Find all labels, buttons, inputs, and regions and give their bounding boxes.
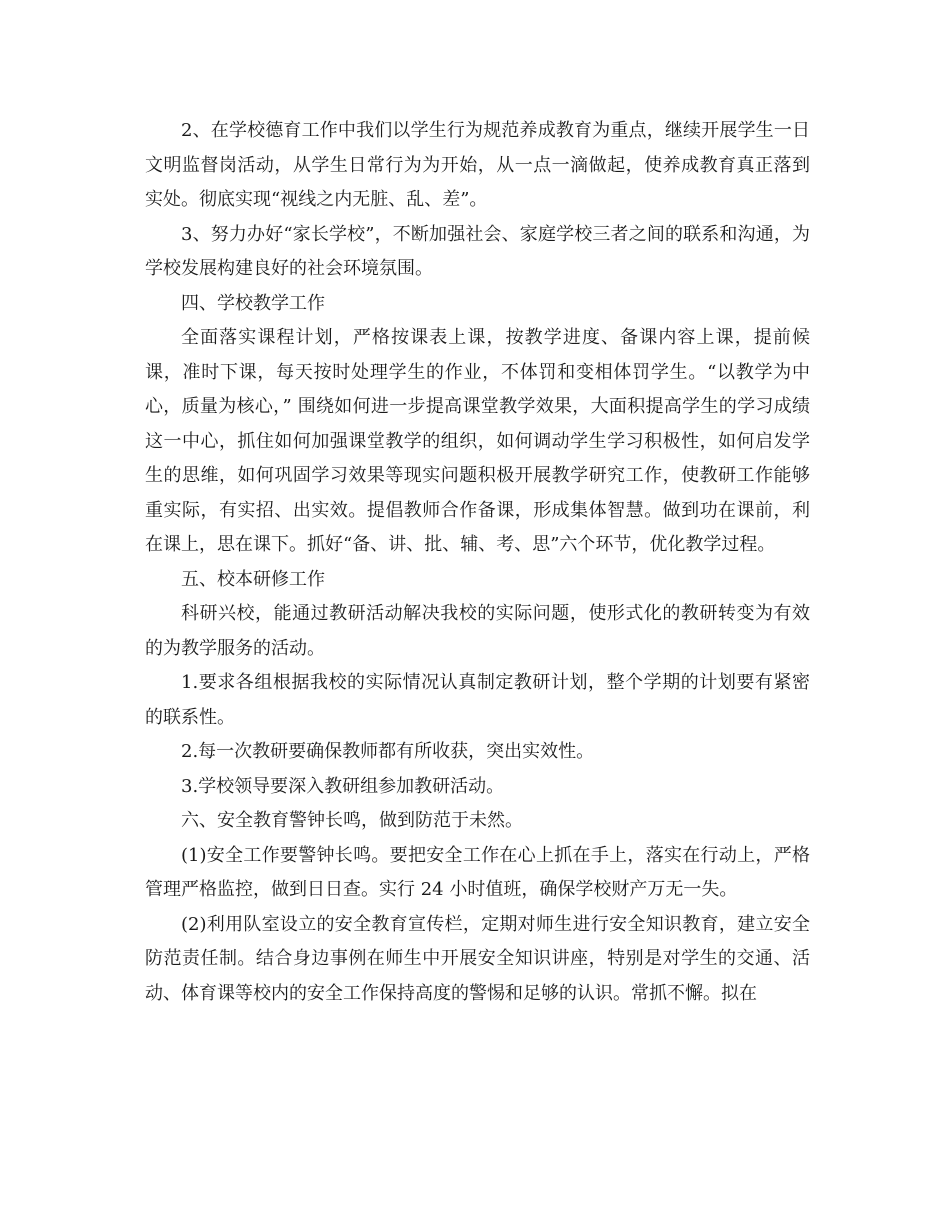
paragraph-teaching-work: 全面落实课程计划，严格按课表上课，按教学进度、备课内容上课，提前候课，准时下课，每天按时处理学生的作业，不体罚和变相体罚学生。“以教学为中心，质量为核心，” 围绕如何进一步提高课堂教学效果，大面积提高学生的学习成绩这一中心，抓住如何加强课堂教学的组织，如何调动学生学习积极性，如何启发学生的思维，如何巩固学习效果等现实问题积极开展教学研究工作，使教研工作能够重实际，有实招、出实效。提倡教师合作备课，形成集体智慧。做到功在课前，利在课上，思在课下。抓好“备、讲、批、辅、考、思”六个环节，优化教学过程。 [145, 327, 810, 555]
paragraph-research-intro: 科研兴校，能通过教研活动解决我校的实际问题，使形式化的教研转变为有效的为教学服务的活动。 [145, 603, 810, 659]
list-item-safety-2: (2)利用队室设立的安全教育宣传栏，定期对师生进行安全知识教育，建立安全防范责任制。结合身边事例在师生中开展安全知识讲座，特别是对学生的交通、活动、体育课等校内的安全工作保持高度的警惕和足够的认识。常抓不懈。拟在 [145, 913, 810, 1004]
section-heading-teaching: 四、学校教学工作 [181, 292, 325, 314]
section-heading-safety: 六、安全教育警钟长鸣，做到防范于未然。 [181, 810, 523, 831]
list-item-safety-1: (1)安全工作要警钟长鸣。要把安全工作在心上抓在手上，落实在行动上，严格管理严格监控，做到日日查。实行 24 小时值班，确保学校财产万无一失。 [145, 844, 810, 900]
paragraph-parent-school: 3、努力办好“家长学校”，不断加强社会、家庭学校三者之间的联系和沟通，为学校发展构建良好的社会环境氛围。 [145, 223, 810, 279]
section-heading-school-research: 五、校本研修工作 [181, 568, 325, 590]
list-item-research-3: 3.学校领导要深入教研组参加教研活动。 [181, 775, 505, 797]
document-page [145, 114, 810, 1011]
paragraph-moral-education: 2、在学校德育工作中我们以学生行为规范养成教育为重点，继续开展学生一日文明监督岗活动，从学生日常行为为开始，从一点一滴做起，使养成教育真正落到实处。彻底实现“视线之内无脏、乱、差”。 [145, 120, 810, 210]
list-item-research-1: 1.要求各组根据我校的实际情况认真制定教研计划，整个学期的计划要有紧密的联系性。 [145, 672, 810, 728]
list-item-research-2: 2.每一次教研要确保教师都有所收获，突出实效性。 [181, 741, 595, 762]
